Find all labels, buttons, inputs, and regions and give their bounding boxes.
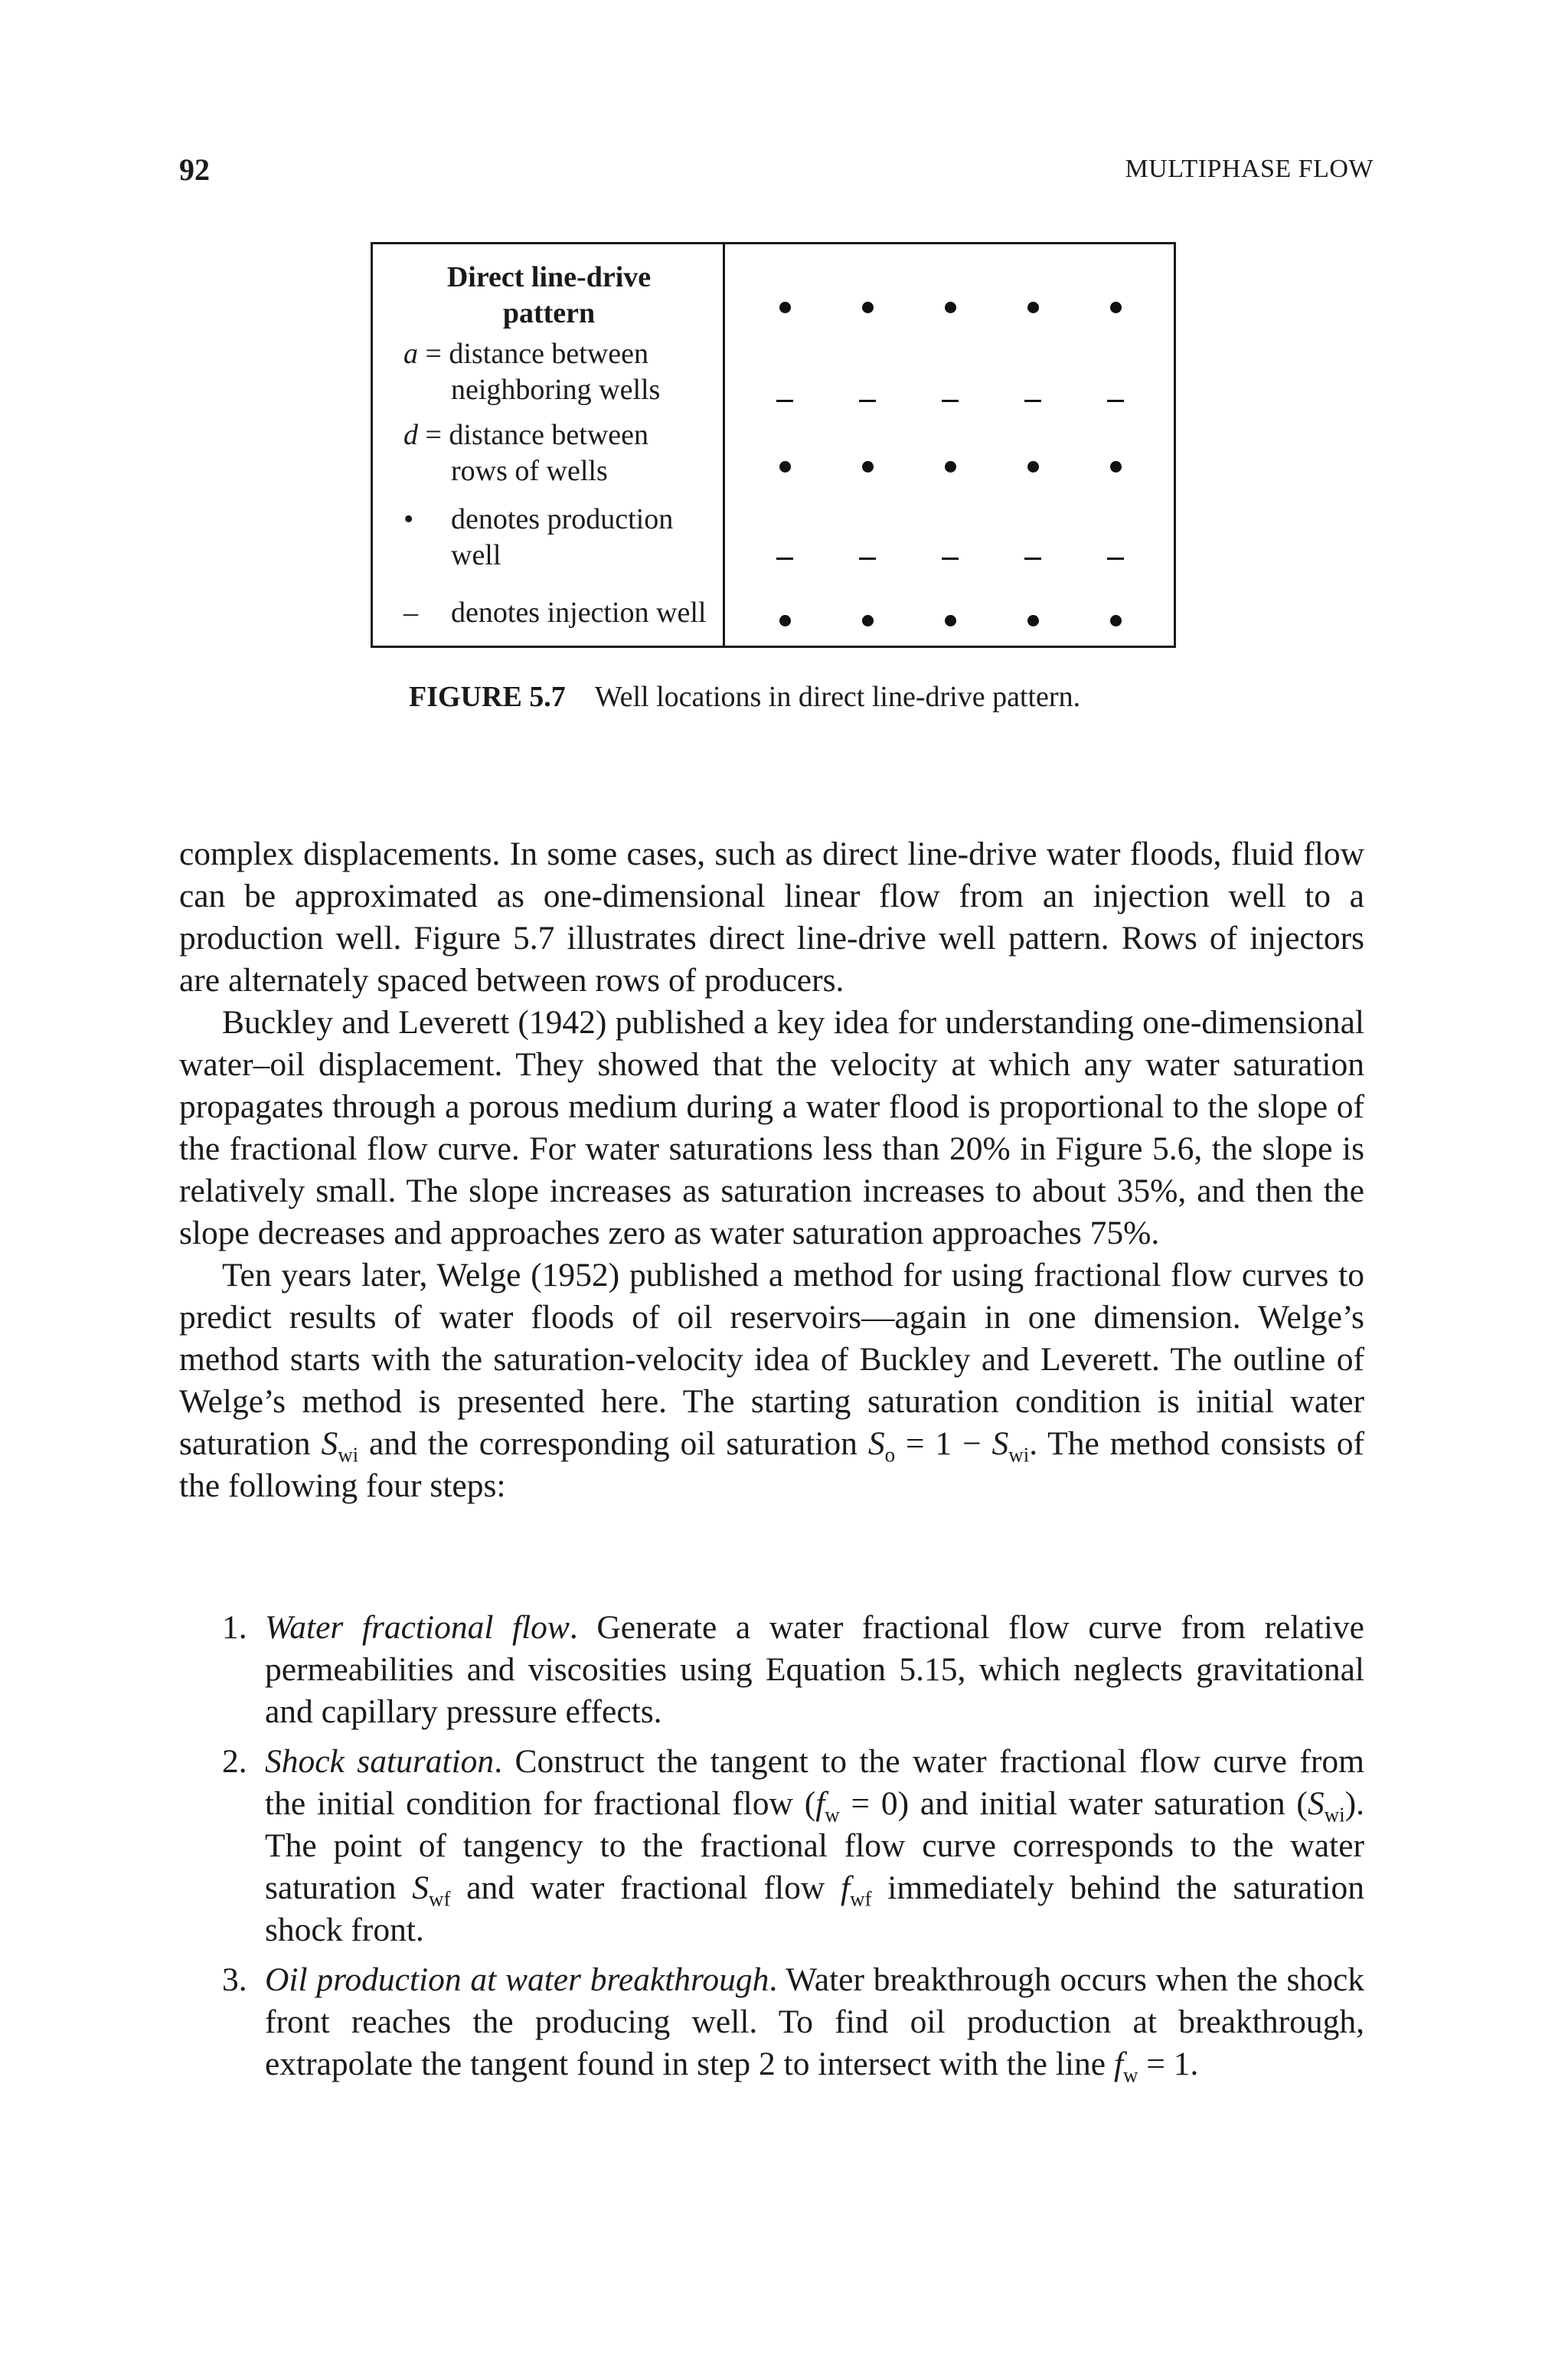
- step-text-b: = 0) and initial water saturation (: [839, 1785, 1308, 1822]
- sub-wi: wi: [1324, 1803, 1345, 1827]
- step-text-a: . Water breakthrough occurs when the shock front reaches the producing well. To find oil production at breakthrough, extrapolate the tangent found in step 2 to intersect with the line: [265, 1961, 1364, 2082]
- legend-d-line1: = distance between: [418, 419, 649, 451]
- legend-d-line2: rows of wells: [451, 455, 608, 487]
- p3-sym-So: S: [867, 1425, 885, 1462]
- sub-wf: wf: [429, 1887, 451, 1911]
- production-well-3-1: [779, 615, 791, 626]
- production-well-1-5: [1110, 302, 1122, 313]
- step-title: Shock saturation: [265, 1743, 495, 1780]
- step-3: [179, 1959, 1364, 2085]
- injection-well-1-1: [776, 400, 793, 402]
- figure-legend: [373, 244, 725, 646]
- step-text-d: and water fractional flow: [450, 1869, 841, 1906]
- sym-S-wf: S: [412, 1869, 430, 1906]
- production-well-1-4: [1027, 302, 1039, 313]
- injection-well-1-2: [859, 400, 876, 402]
- sym-S: S: [1307, 1785, 1325, 1822]
- legend-item-a: [403, 336, 717, 408]
- injection-well-2-2: [859, 558, 876, 560]
- production-well-3-4: [1027, 615, 1039, 626]
- p3-text-a: Ten years later, Welge (1952) published a method for using fractional flow curves to predict results of water floods of oil reservoirs—again in one dimension. Welge’s method starts with the saturation-velocity idea of Buckley and Leverett. The outline of Welge’s method is presented here. The starting saturation condition is initial water saturation: [179, 1257, 1364, 1462]
- p3-text-b: and the corresponding oil saturation: [358, 1425, 868, 1462]
- p3-sym-S: S: [321, 1425, 338, 1462]
- production-well-1-2: [862, 302, 874, 313]
- sym-f: f: [815, 1785, 825, 1822]
- injection-well-symbol: –: [403, 597, 418, 629]
- running-title: MULTIPHASE FLOW: [1125, 155, 1374, 183]
- step-number: 3.: [222, 1961, 247, 1998]
- injection-well-2-4: [1024, 558, 1041, 560]
- legend-injection-text: denotes injection well: [451, 597, 707, 629]
- production-well-3-5: [1110, 615, 1122, 626]
- injection-well-2-3: [942, 558, 959, 560]
- step-text-c: ). The point of tangency to the fractional flow curve corresponds to the water saturation: [265, 1785, 1364, 1906]
- legend-item-d: [403, 417, 717, 489]
- sub-w: w: [1123, 2063, 1138, 2087]
- production-well-3-3: [945, 615, 956, 626]
- paragraph-3: [179, 1254, 1364, 1507]
- step-number: 2.: [222, 1743, 247, 1780]
- production-well-3-2: [862, 615, 874, 626]
- production-well-symbol: •: [403, 503, 414, 535]
- production-well-2-2: [862, 461, 874, 473]
- sym-f: f: [1113, 2046, 1124, 2082]
- legend-production-line2: well: [451, 539, 501, 571]
- step-2: [179, 1741, 1364, 1951]
- sub-w: w: [825, 1803, 840, 1827]
- figure-5-7: [371, 242, 1176, 648]
- body-text: [179, 833, 1364, 1507]
- step-text-e: immediately behind the saturation shock front.: [265, 1869, 1364, 1948]
- legend-title-line2: pattern: [502, 297, 596, 329]
- legend-title: [373, 260, 725, 332]
- paragraph-1: complex displacements. In some cases, such as direct line-drive water floods, fluid flow can be approximated as one-dimensional linear flow from an injection well to a production well. Figure 5.7 illustrates direct line-drive well pattern. Rows of injectors are alternately spaced between rows of producers.: [179, 836, 1364, 999]
- sub-wf2: wf: [850, 1887, 872, 1911]
- production-well-2-5: [1110, 461, 1122, 473]
- step-title: Oil production at water breakthrough: [265, 1961, 769, 1998]
- production-well-2-3: [945, 461, 956, 473]
- figure-caption-label: FIGURE 5.7: [409, 681, 566, 713]
- paragraph-2: Buckley and Leverett (1942) published a key idea for understanding one-dimensional water–oil displacement. They showed that the velocity at which any water saturation propagates through a porous medium during a water flood is proportional to the slope of the fractional flow curve. For water saturations less than 20% in Figure 5.6, the slope is relatively small. The slope increases as saturation increases to about 35%, and then the slope decreases and approaches zero as water saturation approaches 75%.: [179, 1004, 1364, 1251]
- legend-a-var: a: [403, 338, 418, 370]
- step-text-a: . Construct the tangent to the water fractional flow curve from the initial condition for fractional flow (: [265, 1743, 1364, 1822]
- production-well-2-4: [1027, 461, 1039, 473]
- injection-well-1-4: [1024, 400, 1041, 402]
- p3-text-d: . The method consists of the following four steps:: [179, 1425, 1364, 1504]
- well-pattern-grid: [725, 244, 1174, 646]
- production-well-1-1: [779, 302, 791, 313]
- figure-caption-text: Well locations in direct line-drive pattern.: [594, 681, 1081, 713]
- p3-sub-o: o: [884, 1443, 896, 1467]
- page-number: 92: [179, 152, 210, 187]
- production-well-1-3: [945, 302, 956, 313]
- p3-sym-S2: S: [991, 1425, 1009, 1462]
- legend-d-var: d: [403, 419, 418, 451]
- step-1: [179, 1607, 1364, 1733]
- p3-text-c: = 1 −: [895, 1425, 992, 1462]
- injection-well-2-5: [1107, 558, 1124, 560]
- step-text: . Generate a water fractional flow curve from relative permeabilities and viscosities using Equation 5.15, which neglects gravitational and capillary pressure effects.: [265, 1609, 1364, 1730]
- legend-production-line1: denotes production: [451, 503, 674, 535]
- injection-well-1-3: [942, 400, 959, 402]
- legend-title-line1: Direct line-drive: [446, 261, 652, 293]
- legend-a-line2: neighboring wells: [451, 374, 661, 406]
- step-text-b: = 1.: [1138, 2046, 1199, 2082]
- legend-a-line1: = distance between: [418, 338, 649, 370]
- p3-sub-wi: wi: [338, 1443, 359, 1467]
- production-well-2-1: [779, 461, 791, 473]
- sym-f-wf: f: [840, 1869, 851, 1906]
- injection-well-2-1: [776, 558, 793, 560]
- injection-well-1-5: [1107, 400, 1124, 402]
- p3-sub-wi2: wi: [1008, 1443, 1030, 1467]
- step-title: Water fractional flow: [265, 1609, 570, 1646]
- step-number: 1.: [222, 1609, 247, 1646]
- method-steps: [179, 1607, 1364, 2093]
- figure-caption: [409, 680, 1080, 714]
